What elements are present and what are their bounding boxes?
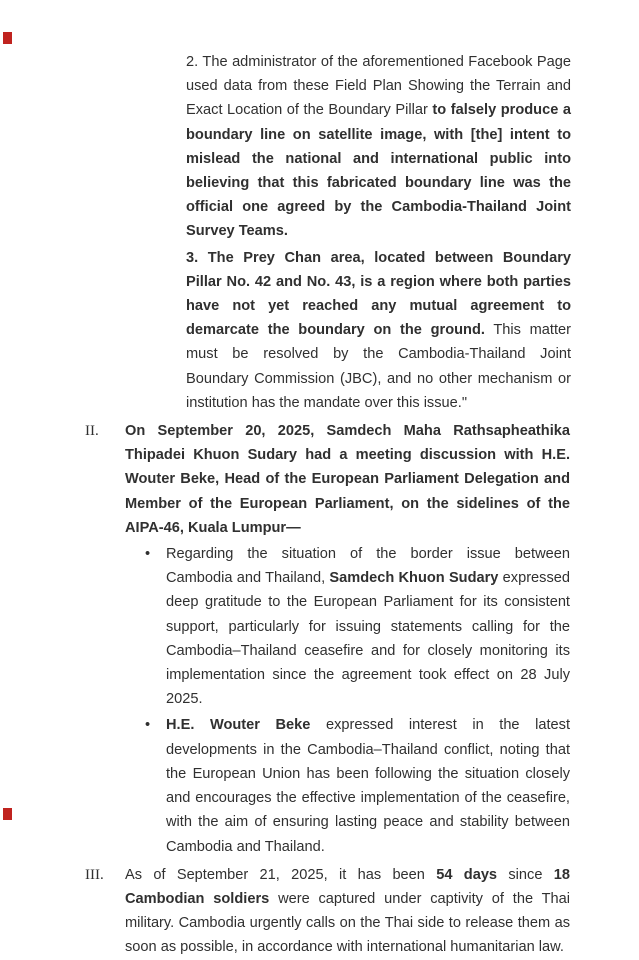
- bullet-wouter-beke-text: H.E. Wouter Beke expressed interest in the latest developments in the Cambodia–Thailand conflict, noting that the European Union has been following the situation closely and encourages the effective implementation of the ceasefire, with the aim of ensuring lasting peace and stability between Cambodia and Thailand.: [166, 717, 571, 855]
- quoted-point-2: 2. The administrator of the aforementioned Facebook Page used data from these Field Plan Showing the Terrain and Exact Location of the Boundary Pillar to falsely produce a boundary line on satellite image, with [the] intent to mislead the national and international public into believing that this fabricated boundary line was the official one agreed by the Cambodia-Thailand Joint Survey Teams.: [186, 54, 572, 240]
- section-iii-text: As of September 21, 2025, it has been 54 days since 18 Cambodian soldiers were captured under captivity of the Thai military. Cambodia urgently calls on the Thai side to release them as soon as possible, in accordance with international humanitarian law.: [125, 866, 571, 956]
- section-ii-numeral: II.: [85, 423, 99, 440]
- section-ii-text: On September 20, 2025, Samdech Maha Rathsapheathika Thipadei Khuon Sudary had a meeting discussion with H.E. Wouter Beke, Head of the European Parliament Delegation and Member of the European Parliament, on the sidelines of the AIPA-46, Kuala Lumpur—: [125, 423, 570, 536]
- section-iii: [0, 863, 639, 960]
- section-iii-numeral: III.: [85, 866, 104, 883]
- red-scan-mark-top: [3, 32, 12, 44]
- bullet-icon: •: [145, 717, 151, 734]
- bullet-khuon-sudary-statement: [145, 542, 570, 711]
- bullet-khuon-sudary-text: Regarding the situation of the border issue between Cambodia and Thailand, Samdech Khuon Sudary expressed deep gratitude to the European Parliament for its consistent support, particularly for issuing statements calling for the Cambodia–Thailand ceasefire and for closely monitoring its implementation since the agreement took effect on 28 July 2025.: [166, 546, 570, 708]
- bullet-wouter-beke-statement: [145, 713, 570, 858]
- section-ii: [0, 419, 639, 540]
- bullet-icon: •: [145, 546, 151, 563]
- quoted-point-3: 3. The Prey Chan area, located between Boundary Pillar No. 42 and No. 43, is a region where both parties have not yet reached any mutual agreement to demarcate the boundary on the ground. This matter must be resolved by the Cambodia-Thailand Joint Boundary Commission (JBC), and no other mechanism or institution has the mandate over this issue.": [186, 249, 571, 411]
- document-body: [0, 50, 639, 960]
